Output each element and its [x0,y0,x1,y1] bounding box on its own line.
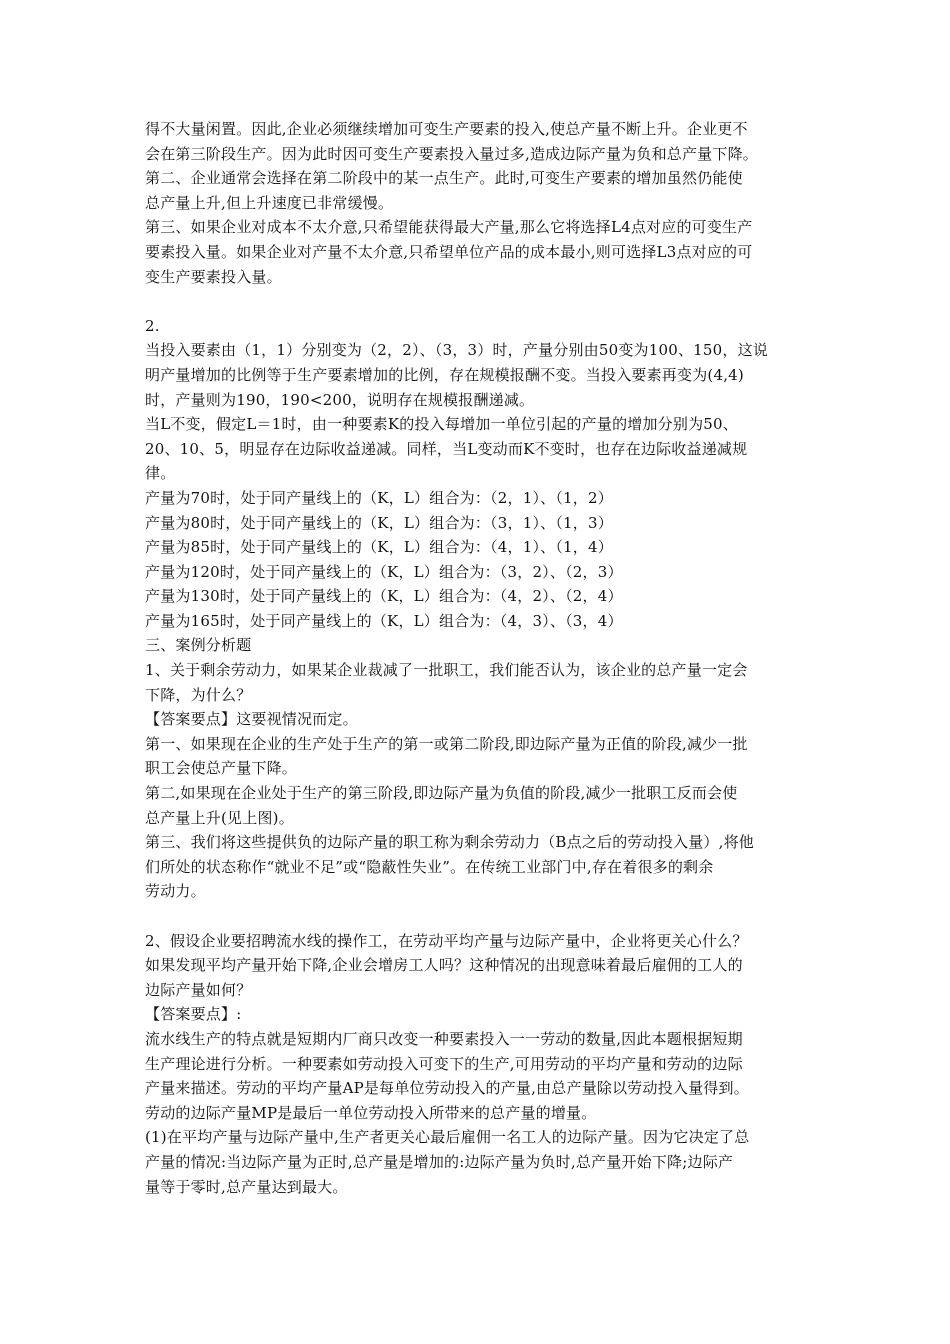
paragraph-line: 1、关于剩余劳动力，如果某企业裁减了一批职工，我们能否认为，该企业的总产量一定会 [145,661,748,680]
paragraph-line: 20、10、5，明显存在边际收益递减。同样，当L变动而K不变时，也存在边际收益递减规 [145,439,748,458]
section-heading: 三、案例分析题 [145,636,252,655]
paragraph-line: 会在第三阶段生产。因为此时因可变生产要素投入量过多,造成边际产量为负和总产量下降。 [145,144,758,163]
paragraph-line: (1)在平均产量与边际产量中,生产者更关心最后雇佣一名工人的边际产量。因为它决定了总 [145,1128,750,1147]
paragraph-line: 第二,如果现在企业处于生产的第三阶段,即边际产量为负值的阶段,减少一批职工反而会使 [145,784,738,803]
document-page [145,117,815,1199]
paragraph-line: 第三、我们将这些提供负的边际产量的职工称为剩余劳动力（B点之后的劳动投入量）,将他 [145,833,754,852]
section-case-analysis [145,633,815,904]
isoquant-line: 产量为70时，处于同产量线上的（K，L）组合为：（2，1）、（1，2） [145,488,613,507]
paragraph-line: 第二、企业通常会选择在第二阶段中的某一点生产。此时,可变生产要素的增加虽然仍能使 [145,169,743,188]
section-assembly-line-question [145,929,815,1200]
paragraph-line: 如果发现平均产量开始下降,企业会增房工人吗？这种情况的出现意味着最后雇佣的工人的 [145,956,743,975]
paragraph-line: 当投入要素由（1，1）分别变为（2，2）、（3，3）时，产量分别由50变为100、150，这说 [145,341,769,360]
paragraph-line: 流水线生产的特点就是短期内厂商只改变一种要素投入一一劳动的数量,因此本题根据短期 [145,1029,743,1048]
paragraph-line: 第三、如果企业对成本不太介意,只希望能获得最大产量,那么它将选择L4点对应的可变生产 [145,218,753,237]
section-returns-to-scale [145,314,815,634]
isoquant-line: 产量为165时，处于同产量线上的（K，L）组合为：（4，3）、（3，4） [145,611,623,630]
paragraph-line: 第一、如果现在企业的生产处于生产的第一或第二阶段,即边际产量为正值的阶段,减少一批 [145,734,748,753]
paragraph-line: 总产量上升,但上升速度已非常缓慢。 [145,193,394,212]
isoquant-line: 产量为80时，处于同产量线上的（K，L）组合为：（3，1）、（1，3） [145,513,613,532]
paragraph-line: 明产量增加的比例等于生产要素增加的比例，存在规模报酬不变。当投入要素再变为(4,4) [145,365,744,384]
paragraph-line: 职工会使总产量下降。 [145,759,298,778]
paragraph-line: 总产量上升(见上图)。 [145,808,294,827]
isoquant-line: 产量为120时，处于同产量线上的（K，L）组合为：（3，2）、（2，3） [145,562,623,581]
paragraph-line: 时，产量则为190，190<200，说明存在规模报酬递减。 [145,390,535,409]
paragraph-line: 律。 [145,464,176,483]
paragraph-line: 劳动力。 [145,882,206,901]
paragraph-line: 边际产量如何？ [145,980,252,999]
question-number: 2. [145,316,160,335]
blank-line [145,904,815,929]
isoquant-line: 产量为85时，处于同产量线上的（K，L）组合为：（4，1）、（1，4） [145,538,613,557]
paragraph-line: 当L不变，假定L＝1时，由一种要素K的投入每增加一单位引起的产量的增加分别为50、 [145,415,738,434]
paragraph-line: 们所处的状态称作“就业不足”或“隐蔽性失业”。在传统工业部门中,存在着很多的剩余 [145,857,714,876]
paragraph-line: 劳动的边际产量MP是最后一单位劳动投入所带来的总产量的增量。 [145,1103,597,1122]
paragraph-line: 2、假设企业要招聘流水线的操作工，在劳动平均产量与边际产量中，企业将更关心什么？ [145,931,748,950]
paragraph-line: 产量的情况:当边际产量为正时,总产量是增加的:边际产量为负时,总产量开始下降;边际产 [145,1152,734,1171]
answer-label: 【答案要点】这要视情况而定。 [145,710,358,729]
paragraph-line: 变生产要素投入量。 [145,267,282,286]
answer-label: 【答案要点】: [145,1005,242,1024]
paragraph-line: 要素投入量。如果企业对产量不太介意,只希望单位产品的成本最小,则可选择L3点对应的可 [145,242,753,261]
paragraph-line: 生产理论进行分析。一种要素如劳动投入可变下的生产,可用劳动的平均产量和劳动的边际 [145,1054,743,1073]
paragraph-line: 下降，为什么？ [145,685,252,704]
blank-line [145,289,815,314]
paragraph-line: 量等于零时,总产量达到最大。 [145,1177,348,1196]
section-stage-analysis [145,117,815,289]
paragraph-line: 得不大量闲置。因此,企业必须继续增加可变生产要素的投入,使总产量不断上升。企业更不 [145,120,748,138]
isoquant-line: 产量为130时，处于同产量线上的（K，L）组合为：（4，2）、（2，4） [145,587,623,606]
paragraph-line: 产量来描述。劳动的平均产量AP是每单位劳动投入的产量,由总产量除以劳动投入量得到。 [145,1079,749,1098]
